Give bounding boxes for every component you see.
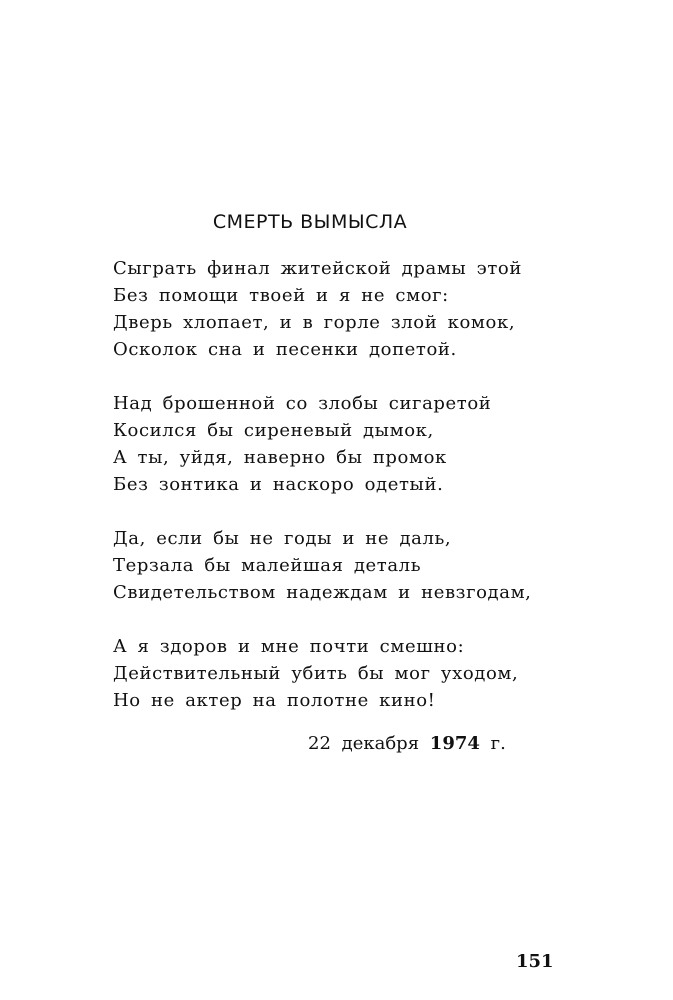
poem-line: Над брошенной со злобы сигаретой <box>113 393 492 414</box>
poem-line: Дверь хлопает, и в горле злой комок, <box>113 312 516 333</box>
page-number: 151 <box>516 951 554 972</box>
poem-line: Свидетельством надеждам и невзгодам, <box>113 582 532 603</box>
date-suffix: г. <box>490 733 506 754</box>
poem-line: А ты, уйдя, наверно бы промок <box>113 447 447 468</box>
poem-line: Косился бы сиреневый дымок, <box>113 420 434 441</box>
poem-line: Без помощи твоей и я не смог: <box>113 285 449 306</box>
poem-line: Без зонтика и наскоро одетый. <box>113 474 444 495</box>
poem-line: Да, если бы не годы и не даль, <box>113 528 452 549</box>
poem-line: А я здоров и мне почти смешно: <box>113 636 465 657</box>
poem-line: Действительный убить бы мог уходом, <box>113 663 519 684</box>
stanza-3 <box>113 525 532 606</box>
poem-line: Терзала бы малейшая деталь <box>113 555 422 576</box>
poem-line: Осколок сна и песенки допетой. <box>113 339 457 360</box>
stanza-4 <box>113 633 518 714</box>
stanza-1 <box>113 255 522 363</box>
stanza-2 <box>113 390 491 498</box>
poem-title: СМЕРТЬ ВЫМЫСЛА <box>212 211 408 233</box>
poem-line: Но не актер на полотне кино! <box>113 690 436 711</box>
date-day-month: 22 декабря <box>308 733 420 754</box>
poem-line: Сыграть финал житейской драмы этой <box>113 258 522 279</box>
poem-date <box>308 733 506 754</box>
date-year: 1974 <box>429 733 480 754</box>
